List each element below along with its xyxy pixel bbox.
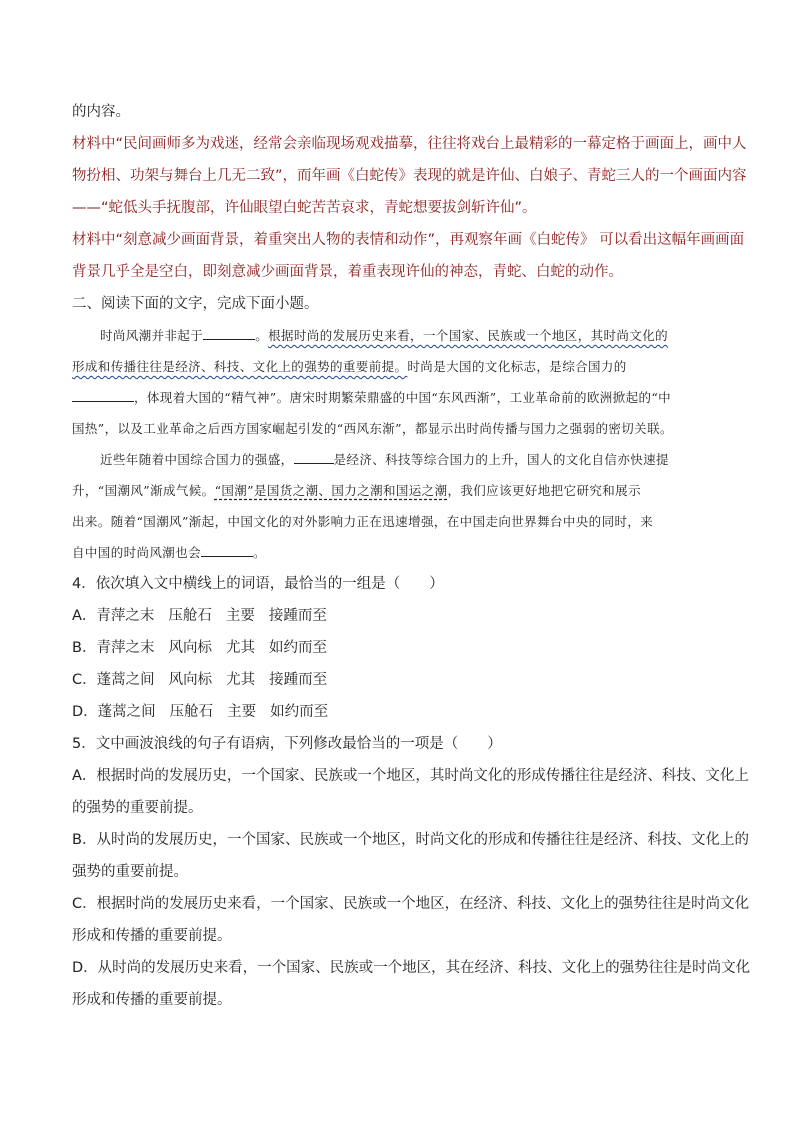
option-b[interactable]: B．从时尚的发展历史，一个国家、民族或一个地区，时尚文化的形成和传播往往是经济、科技、文化上的 强势的重要前提。 xyxy=(72,832,749,880)
passage-line: 近些年随着中国综合国力的强盛， 是经济、科技等综合国力的上升，国人的文化自信亦快速提 xyxy=(100,452,669,467)
fill-blank-2 xyxy=(72,389,134,402)
answer-line: ——“蛇低头手抚腹部，许仙眼望白蛇苦苦哀求，青蛇想要拔剑斩许仙”。 xyxy=(72,200,537,216)
section-title: 二、阅读下面的文字，完成下面小题。 xyxy=(72,296,319,312)
fill-blank-3 xyxy=(294,451,334,464)
wavy-underlined-sentence-cont: 形成和传播往往是经济、科技、文化上的强势的重要前提。 xyxy=(72,359,408,374)
document-page xyxy=(72,96,751,1016)
passage-line: 形成和传播往往是经济、科技、文化上的强势的重要前提。时尚是大国的文化标志，是综合国力的 xyxy=(72,359,627,374)
passage-line: 自中国的时尚风潮也会 。 xyxy=(72,545,266,560)
question-stem: 4．依次填入文中横线上的词语，最恰当的一组是（ ） xyxy=(72,576,444,592)
question-5 xyxy=(72,728,751,1016)
passage-line: 升，“国潮风”渐成气候。“国潮”是国货之潮、国力之潮和国运之潮，我们应该更好地把它研究和展示 xyxy=(72,483,641,498)
option-a[interactable]: A．青萍之末 压舱石 主要 接踵而至 xyxy=(72,608,327,624)
answer-line: 物扮相、功架与舞台上几无二致”，而年画《白蛇传》表现的就是许仙、白娘子、青蛇三人的一个画面内容 xyxy=(72,168,747,184)
question-stem: 5．文中画波浪线的句子有语病，下列修改最恰当的一项是（ ） xyxy=(72,736,502,752)
option-a[interactable]: A．根据时尚的发展历史，一个国家、民族或一个地区，其时尚文化的形成传播往往是经济、科技、文化上 的强势的重要前提。 xyxy=(72,768,749,816)
dashed-underlined-sentence: “国潮”是国货之潮、国力之潮和国运之潮 xyxy=(214,483,448,498)
fill-blank-1 xyxy=(203,327,255,340)
fill-blank-4 xyxy=(201,544,253,557)
option-d[interactable]: D．从时尚的发展历史来看，一个国家、民族或一个地区，其在经济、科技、文化上的强势往往是时尚文化 形成和传播的重要前提。 xyxy=(72,960,751,1008)
answer-explanation xyxy=(72,96,747,288)
answer-line: 材料中“刻意减少画面背景，着重突出人物的表情和动作”，再观察年画《白蛇传》 可以看出这幅年画画面 xyxy=(72,232,745,248)
option-d[interactable]: D．蓬蒿之间 压舱石 主要 如约而至 xyxy=(72,704,329,720)
question-4 xyxy=(72,568,722,728)
passage-line: 出来。随着“国潮风”渐起，中国文化的对外影响力正在迅速增强，在中国走向世界舞台中央的同时，来 xyxy=(72,514,654,529)
answer-line: 材料中“民间画师多为戏迷，经常会亲临现场观戏描摹，往往将戏台上最精彩的一幕定格于画面上，画中人 xyxy=(72,136,747,152)
option-c[interactable]: C．根据时尚的发展历史来看，一个国家、民族或一个地区，在经济、科技、文化上的强势往往是时尚文化 形成和传播的重要前提。 xyxy=(72,896,750,944)
answer-line: 背景几乎全是空白，即刻意减少画面背景，着重表现许仙的神态，青蛇、白蛇的动作。 xyxy=(72,264,623,280)
passage-line: 国热”，以及工业革命之后西方国家崛起引发的“西风东渐”，都显示出时尚传播与国力之强弱的密切关联。 xyxy=(72,421,673,436)
reading-passage xyxy=(72,320,722,568)
answer-line: 的内容。 xyxy=(72,104,130,120)
option-b[interactable]: B．青萍之末 风向标 尤其 如约而至 xyxy=(72,640,327,656)
passage-line: ，体现着大国的“精气神”。唐宋时期繁荣鼎盛的中国“东风西渐”，工业革命前的欧洲掀起的“中 xyxy=(72,382,722,413)
option-c[interactable]: C．蓬蒿之间 风向标 尤其 接踵而至 xyxy=(72,672,328,688)
passage-line: 时尚风潮并非起于 。根据时尚的发展历史来看，一个国家、民族或一个地区，其时尚文化的 xyxy=(100,328,669,343)
wavy-underlined-sentence: 根据时尚的发展历史来看，一个国家、民族或一个地区，其时尚文化的 xyxy=(268,328,669,343)
